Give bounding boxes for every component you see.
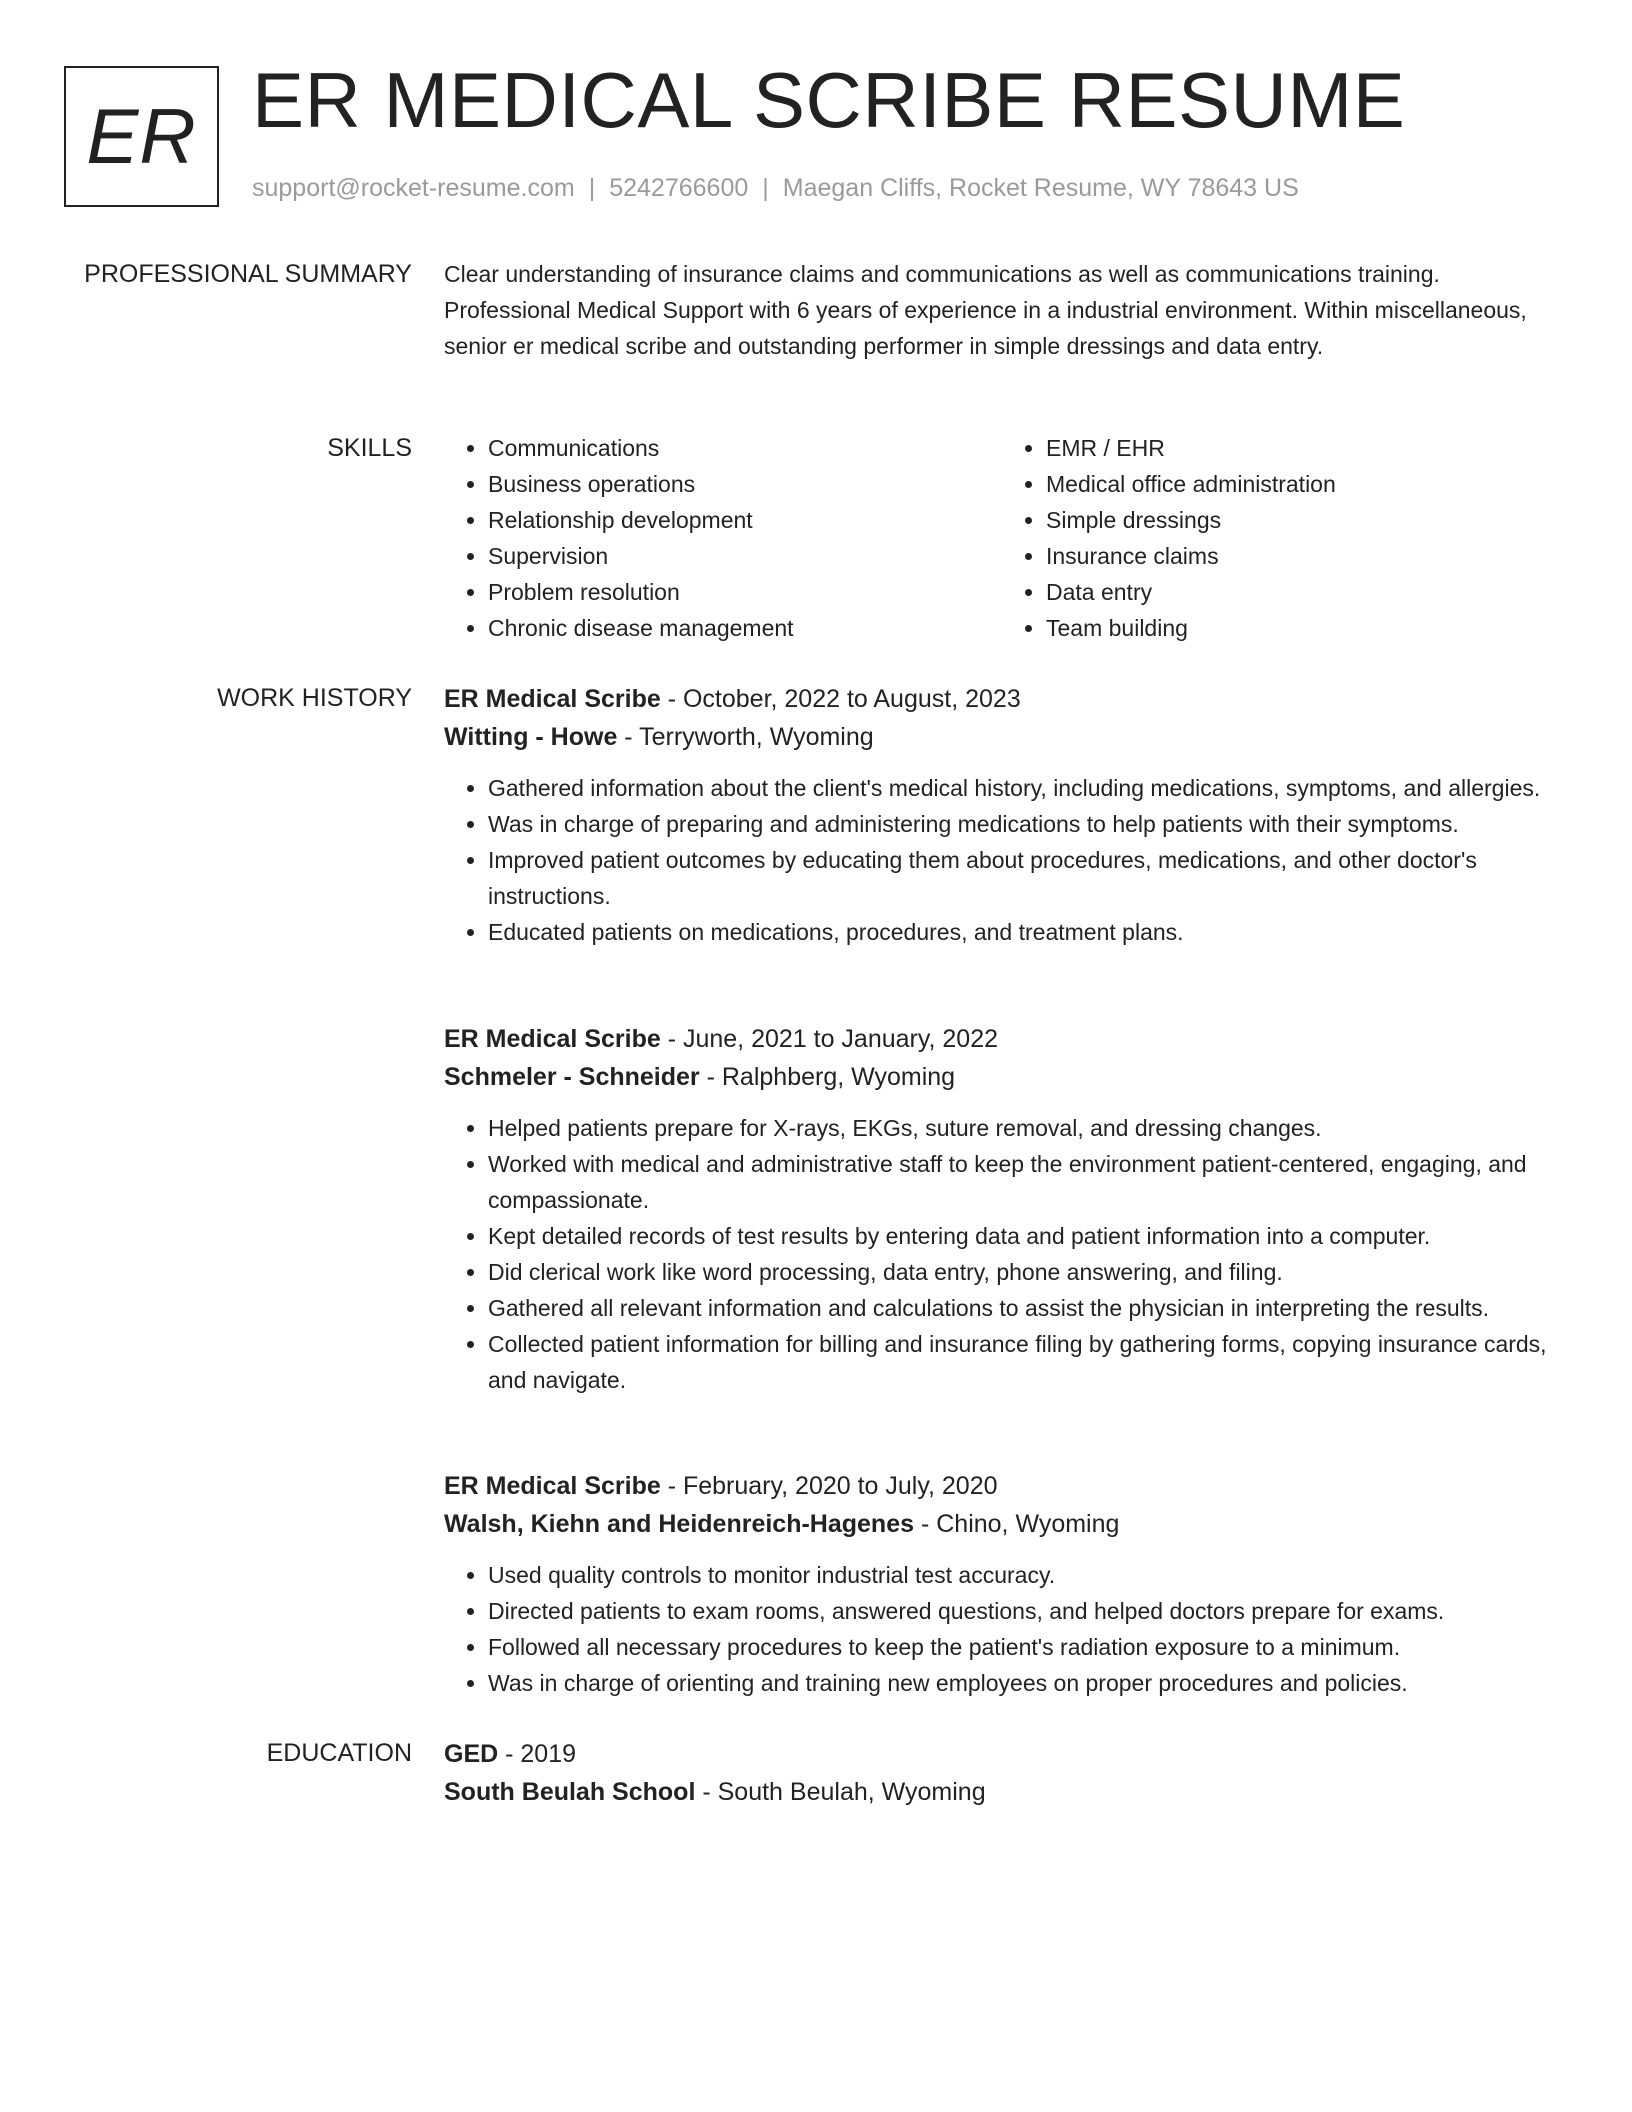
skill-item: • Simple dressings <box>1046 502 1560 538</box>
job-title: ER Medical Scribe <box>444 1025 661 1053</box>
job-dates: - June, 2021 to January, 2022 <box>660 1025 999 1053</box>
skills-body <box>444 430 1560 646</box>
job-company-line <box>444 718 1560 756</box>
contact-phone: 5242766600 <box>609 174 749 202</box>
section-label-education: EDUCATION <box>266 1739 412 1767</box>
job-bullet: • Collected patient information for billing and insurance filing by gathering forms, copying insurance cards, and navigate. <box>488 1326 1560 1398</box>
skill-item: • Relationship development <box>488 502 1002 538</box>
education-location: - South Beulah, Wyoming <box>695 1778 986 1806</box>
job-bullets <box>444 770 1560 950</box>
job-bullet: • Did clerical work like word processing, data entry, phone answering, and filing. <box>488 1254 1560 1290</box>
job-bullet: • Followed all necessary procedures to keep the patient's radiation exposure to a minimum. <box>488 1629 1560 1665</box>
education-school-line <box>444 1773 1560 1811</box>
job-bullet: • Educated patients on medications, procedures, and treatment plans. <box>488 914 1560 950</box>
job-bullet: • Directed patients to exam rooms, answered questions, and helped doctors prepare for exams. <box>488 1593 1560 1629</box>
education-degree-line <box>444 1735 1560 1773</box>
contact-address: Maegan Cliffs, Rocket Resume, WY 78643 US <box>782 174 1299 202</box>
education-year: - 2019 <box>498 1740 577 1768</box>
job-bullet: • Kept detailed records of test results by entering data and patient information into a computer. <box>488 1218 1560 1254</box>
job-3 <box>444 1467 1560 1701</box>
job-dates: - October, 2022 to August, 2023 <box>660 685 1021 713</box>
page-title: ER MEDICAL SCRIBE RESUME <box>252 56 1406 144</box>
job-2 <box>444 1020 1560 1398</box>
skill-item: • Communications <box>488 430 1002 466</box>
skill-item: • Insurance claims <box>1046 538 1560 574</box>
section-label-summary: PROFESSIONAL SUMMARY <box>84 260 412 288</box>
job-location: - Ralphberg, Wyoming <box>699 1063 956 1091</box>
job-title-line <box>444 1467 1560 1505</box>
contact-email: support@rocket-resume.com <box>252 174 575 202</box>
monogram: ER <box>64 66 219 207</box>
skills-column-right <box>1002 430 1560 646</box>
job-bullets <box>444 1557 1560 1701</box>
job-location: - Chino, Wyoming <box>914 1510 1120 1538</box>
job-title: ER Medical Scribe <box>444 685 661 713</box>
skill-item: • EMR / EHR <box>1046 430 1560 466</box>
contact-separator: | <box>762 174 769 202</box>
job-bullet: • Gathered all relevant information and calculations to assist the physician in interpreting the results. <box>488 1290 1560 1326</box>
skill-item: • Problem resolution <box>488 574 1002 610</box>
job-bullet: • Improved patient outcomes by educating them about procedures, medications, and other doctor's instructions. <box>488 842 1560 914</box>
job-company: Witting - Howe <box>444 723 618 751</box>
job-bullet: • Helped patients prepare for X-rays, EKGs, suture removal, and dressing changes. <box>488 1110 1560 1146</box>
skills-grid <box>444 430 1560 646</box>
job-bullets <box>444 1110 1560 1398</box>
education-degree: GED <box>444 1740 499 1768</box>
skill-item: • Chronic disease management <box>488 610 1002 646</box>
skill-item: • Supervision <box>488 538 1002 574</box>
job-bullet: • Used quality controls to monitor industrial test accuracy. <box>488 1557 1560 1593</box>
job-1 <box>444 680 1560 950</box>
skill-item: • Data entry <box>1046 574 1560 610</box>
skill-item: • Medical office administration <box>1046 466 1560 502</box>
job-title-line <box>444 680 1560 718</box>
job-dates: - February, 2020 to July, 2020 <box>660 1472 998 1500</box>
summary-body <box>444 256 1560 364</box>
job-company-line <box>444 1058 1560 1096</box>
section-label-skills: SKILLS <box>327 434 412 462</box>
job-company: Walsh, Kiehn and Heidenreich-Hagenes <box>444 1510 915 1538</box>
skills-column-left <box>444 430 1002 646</box>
skill-item: • Team building <box>1046 610 1560 646</box>
job-bullet: • Worked with medical and administrative staff to keep the environment patient-centered, engaging, and compassionate. <box>488 1146 1560 1218</box>
contact-separator: | <box>588 174 596 202</box>
section-label-work: WORK HISTORY <box>217 684 412 712</box>
skill-item: • Business operations <box>488 466 1002 502</box>
job-bullet: • Was in charge of preparing and administering medications to help patients with their symptoms. <box>488 806 1560 842</box>
education-body <box>444 1735 1560 1811</box>
education-school: South Beulah School <box>444 1778 696 1806</box>
job-company-line <box>444 1505 1560 1543</box>
job-title-line <box>444 1020 1560 1058</box>
job-company: Schmeler - Schneider <box>444 1063 700 1091</box>
job-title: ER Medical Scribe <box>444 1472 661 1500</box>
job-bullet: • Was in charge of orienting and training new employees on proper procedures and policies. <box>488 1665 1560 1701</box>
contact-line <box>252 174 1299 203</box>
job-bullet: • Gathered information about the client's medical history, including medications, symptoms, and allergies. <box>488 770 1560 806</box>
job-location: - Terryworth, Wyoming <box>617 723 874 751</box>
summary-text: Clear understanding of insurance claims and communications as well as communications training. Professional Medical Support with 6 years of experience in a industrial environment. Within miscellaneous, senior er medical scribe and outstanding performer in simple dressings and data entry. <box>444 261 1527 359</box>
